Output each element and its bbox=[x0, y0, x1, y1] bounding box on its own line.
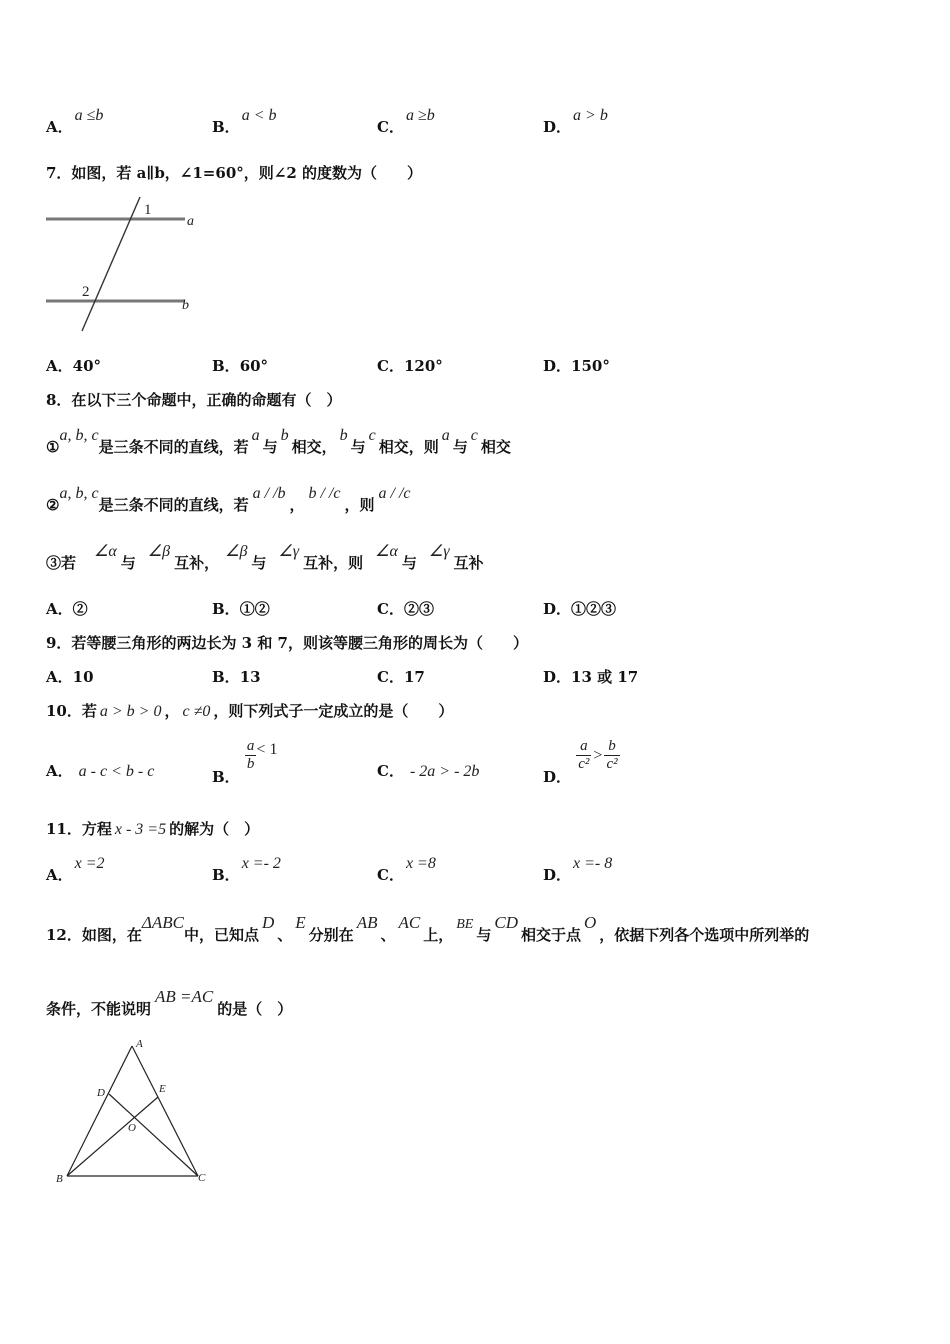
side-ab bbox=[67, 1046, 132, 1176]
q7-option-a[interactable]: A．40° bbox=[46, 357, 102, 375]
q7-stem: 7．如图，若 a∥b，∠1=60°，则∠2 的度数为（ ） bbox=[46, 164, 422, 182]
point-d-label: D bbox=[97, 1087, 105, 1099]
line-b-label: b bbox=[182, 298, 189, 313]
q8-stem: 8．在以下三个命题中，正确的命题有（ ） bbox=[46, 391, 342, 409]
q8-option-d[interactable]: D．①②③ bbox=[543, 600, 617, 618]
q10-option-b[interactable]: B． $\frac{a}{b}$ < 1 bbox=[212, 738, 278, 786]
q11-stem: 11．方程 x - 3 =5 的解为（ ） bbox=[46, 820, 260, 838]
line-a-label: a bbox=[187, 214, 194, 229]
q11-option-b[interactable]: B．x =- 2 bbox=[212, 855, 281, 884]
q8-option-c[interactable]: C．②③ bbox=[377, 600, 434, 618]
point-o-label: O bbox=[128, 1122, 136, 1134]
fraction-a-over-c2: $\frac{a}{\text{c²}}$ bbox=[578, 738, 590, 772]
q12-stem-line1: 12．如图，在ΔABC中，已知点D、E分别在AB、AC上，BE与CD相交于点O，依据下列各个选项中所列举的 bbox=[46, 913, 810, 944]
q6-option-a[interactable]: A．a ≤b bbox=[46, 107, 104, 136]
q11-option-d[interactable]: D．x =- 8 bbox=[543, 855, 613, 884]
q11-option-c[interactable]: C．x =8 bbox=[377, 855, 436, 884]
q9-option-d[interactable]: D．13 或 17 bbox=[543, 668, 639, 686]
q9-option-a[interactable]: A．10 bbox=[46, 668, 94, 686]
vertex-a-label: A bbox=[136, 1038, 143, 1050]
segment-cd bbox=[109, 1094, 198, 1176]
q8-option-a[interactable]: A．② bbox=[46, 600, 88, 618]
q6-option-c[interactable]: C．a ≥b bbox=[377, 107, 435, 136]
q7-option-b[interactable]: B．60° bbox=[212, 357, 269, 375]
q12-triangle-figure bbox=[52, 1035, 222, 1190]
q8-statement-3: ③若∠α与∠β互补，∠β与∠γ互补，则∠α与∠γ互补 bbox=[46, 543, 484, 572]
fraction-a-over-b: $\frac{a}{b}$ bbox=[246, 738, 255, 772]
q6-option-b[interactable]: B．a < b bbox=[212, 107, 277, 136]
q10-option-d[interactable]: D． $\frac{a}{\text{c²}}$ > $\frac{b}{\text{c²}}$ bbox=[543, 738, 618, 786]
q12-stem-line2: 条件，不能说明AB =AC的是（ ） bbox=[46, 987, 293, 1018]
angle-2-label: 2 bbox=[82, 284, 90, 300]
q11-option-a[interactable]: A．x =2 bbox=[46, 855, 105, 884]
angle-1-label: 1 bbox=[144, 202, 152, 218]
q7-option-c[interactable]: C．120° bbox=[377, 357, 443, 375]
q9-option-c[interactable]: C．17 bbox=[377, 668, 425, 686]
q7-parallel-lines-figure bbox=[40, 195, 205, 335]
fraction-b-over-c2: $\frac{b}{\text{c²}}$ bbox=[606, 738, 618, 772]
point-e-label: E bbox=[159, 1083, 166, 1095]
q9-option-b[interactable]: B．13 bbox=[212, 668, 261, 686]
q7-option-d[interactable]: D．150° bbox=[543, 357, 610, 375]
q10-option-c[interactable]: C． - 2a > - 2b bbox=[377, 762, 480, 780]
q9-stem: 9．若等腰三角形的两边长为 3 和 7，则该等腰三角形的周长为（ ） bbox=[46, 634, 528, 652]
q8-statement-1: ①a, b, c是三条不同的直线，若a与b相交，b与c相交，则a与c相交 bbox=[46, 427, 511, 456]
q8-statement-2: ②a, b, c是三条不同的直线，若a / /b，b / /c，则a / /c bbox=[46, 485, 411, 514]
q10-stem: 10．若 a > b > 0 ， c ≠0 ，则下列式子一定成立的是（ ） bbox=[46, 702, 454, 720]
q10-option-a[interactable]: A． a - c < b - c bbox=[46, 762, 155, 780]
segment-be bbox=[67, 1097, 158, 1176]
transversal bbox=[82, 197, 140, 331]
q6-option-d[interactable]: D．a > b bbox=[543, 107, 608, 136]
q8-option-b[interactable]: B．①② bbox=[212, 600, 270, 618]
vertex-b-label: B bbox=[56, 1173, 63, 1185]
vertex-c-label: C bbox=[198, 1172, 206, 1184]
